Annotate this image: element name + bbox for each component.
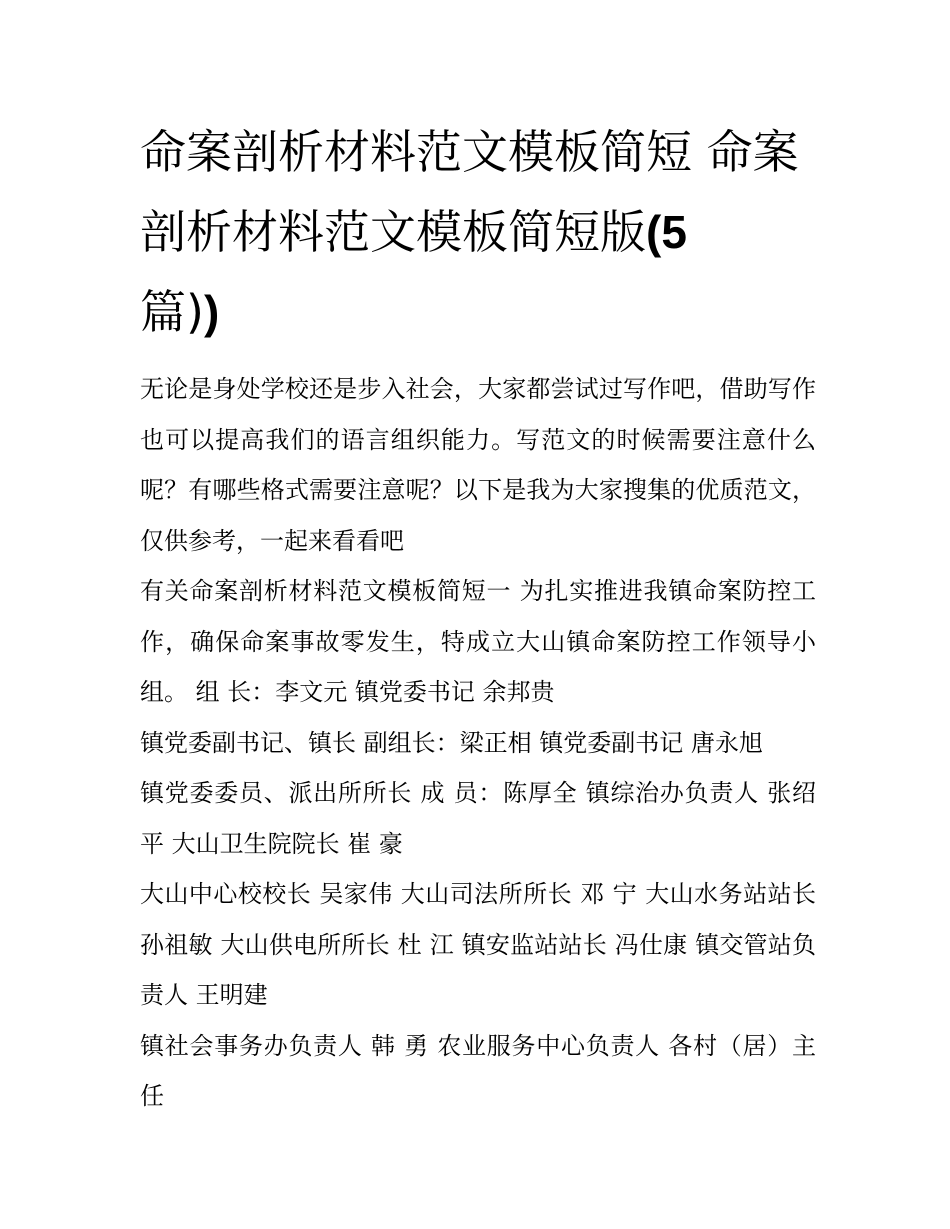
intro-paragraph: 无论是身处学校还是步入社会，大家都尝试过写作吧，借助写作也可以提高我们的语言组织能力。写范文的时候需要注意什么呢？有哪些格式需要注意呢？以下是我为大家搜集的优质范文，仅供参考，一起来看看吧: [140, 375, 816, 555]
body-paragraph: 镇党委副书记、镇长 副组长：梁正相 镇党委副书记 唐永旭: [140, 728, 763, 757]
document-page: [140, 112, 816, 1122]
body-paragraph: 大山中心校校长 吴家伟 大山司法所所长 邓 宁 大山水务站站长 孙祖敏 大山供电所所长 杜 江 镇安监站站长 冯仕康 镇交管站负责人 王明建: [140, 880, 816, 1009]
body-paragraph: 有关命案剖析材料范文模板简短一 为扎实推进我镇命案防控工作，确保命案事故零发生，特成立大山镇命案防控工作领导小组。 组 长：李文元 镇党委书记 余邦贵: [140, 577, 816, 706]
title-suffix: 篇): [140, 285, 204, 339]
body-paragraph: 镇社会事务办负责人 韩 勇 农业服务中心负责人 各村（居）主任: [140, 1031, 816, 1110]
document-title: [140, 112, 816, 352]
title-text: 命案剖析材料范文模板简短 命案剖析材料范文模板简短版: [140, 125, 799, 259]
title-count: (5: [646, 206, 687, 258]
body-paragraph: 镇党委委员、派出所所长 成 员：陈厚全 镇综治办负责人 张绍平 大山卫生院院长 崔 豪: [140, 779, 816, 858]
title-close-paren: ): [203, 286, 220, 338]
